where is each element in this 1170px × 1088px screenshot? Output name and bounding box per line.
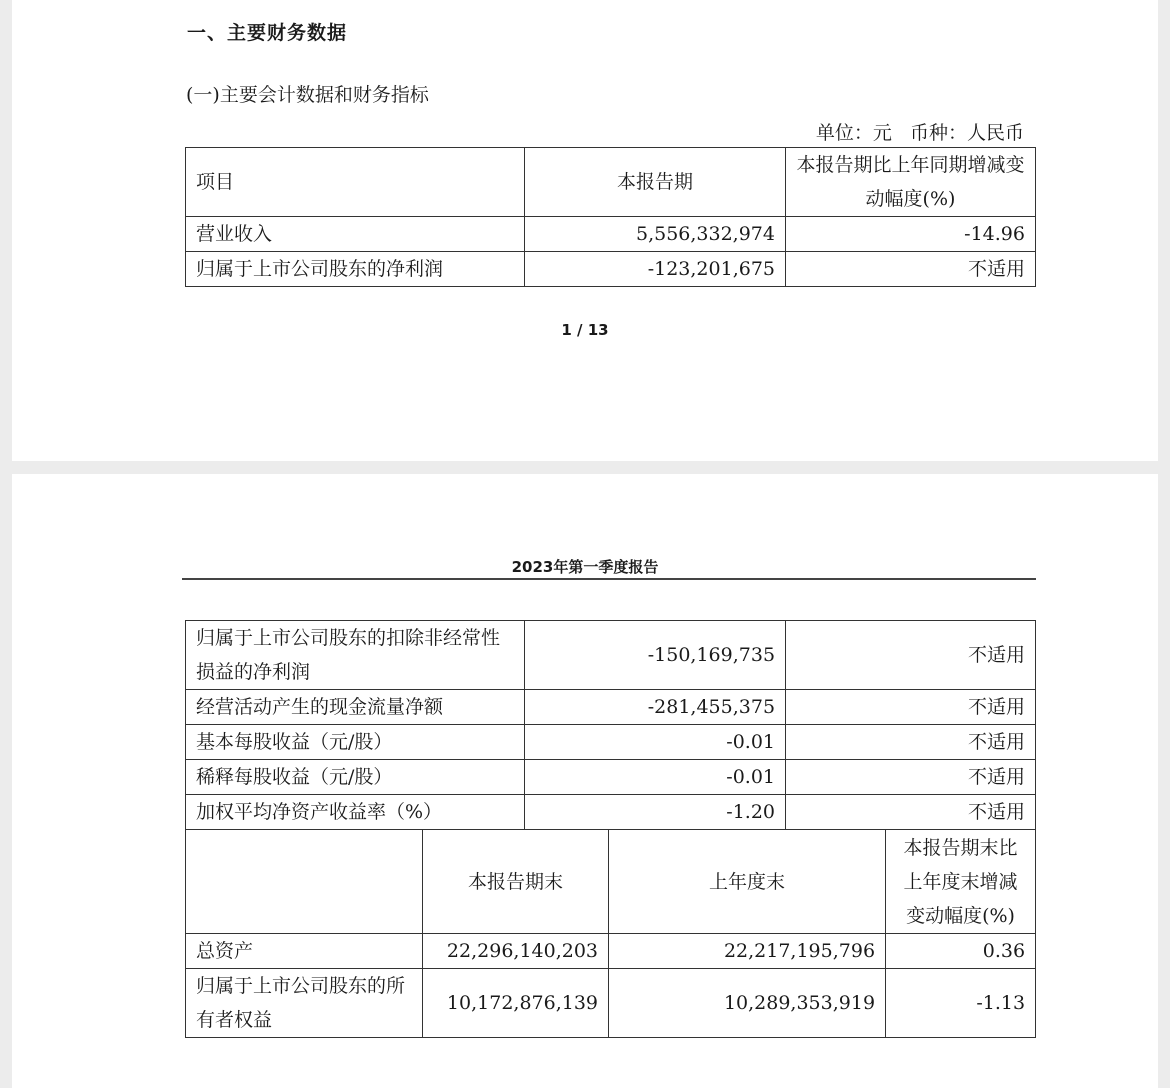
- row-change: -14.96: [786, 217, 1036, 252]
- table-header-row: [186, 830, 1036, 934]
- row-value: 5,556,332,974: [525, 217, 786, 252]
- row-value: -281,455,375: [525, 690, 786, 725]
- table-row: [186, 969, 1036, 1038]
- row-value: -1.20: [525, 795, 786, 830]
- header-item: 项目: [186, 148, 525, 217]
- row-value-prior-year-end: 22,217,195,796: [609, 934, 886, 969]
- header-item-empty: [186, 830, 423, 934]
- row-value-period-end: 22,296,140,203: [423, 934, 609, 969]
- row-label: 总资产: [186, 934, 423, 969]
- table-row: [186, 217, 1036, 252]
- row-label: 营业收入: [186, 217, 525, 252]
- table-row: [186, 760, 1036, 795]
- row-value: -0.01: [525, 760, 786, 795]
- page-number: 1 / 13: [561, 321, 609, 339]
- document-page-2: [12, 474, 1158, 1088]
- row-change: 0.36: [886, 934, 1036, 969]
- table-row: [186, 934, 1036, 969]
- section-title: 一、主要财务数据: [187, 22, 348, 44]
- header-change-pct: 本报告期比上年同期增减变动幅度(%): [786, 148, 1036, 217]
- subsection-title: (一)主要会计数据和财务指标: [186, 84, 429, 106]
- row-change: 不适用: [786, 795, 1036, 830]
- row-value-prior-year-end: 10,289,353,919: [609, 969, 886, 1038]
- header-rule: [182, 578, 1036, 580]
- row-value: -123,201,675: [525, 252, 786, 287]
- row-value: -150,169,735: [525, 621, 786, 690]
- row-change: 不适用: [786, 725, 1036, 760]
- unit-currency-note: 单位：元 币种：人民币: [815, 122, 1024, 144]
- table-row: [186, 795, 1036, 830]
- row-label: 归属于上市公司股东的所有者权益: [186, 969, 423, 1038]
- header-change-pct: 本报告期末比上年度末增减变动幅度(%): [886, 830, 1036, 934]
- row-change: 不适用: [786, 760, 1036, 795]
- row-value: -0.01: [525, 725, 786, 760]
- table-row: [186, 252, 1036, 287]
- header-period-end: 本报告期末: [423, 830, 609, 934]
- table-header-row: [186, 148, 1036, 217]
- row-value-period-end: 10,172,876,139: [423, 969, 609, 1038]
- row-change: 不适用: [786, 690, 1036, 725]
- document-page-1: [12, 0, 1158, 461]
- row-change: 不适用: [786, 252, 1036, 287]
- row-label: 基本每股收益（元/股）: [186, 725, 525, 760]
- header-current-period: 本报告期: [525, 148, 786, 217]
- row-label: 归属于上市公司股东的净利润: [186, 252, 525, 287]
- row-change: 不适用: [786, 621, 1036, 690]
- table-row: [186, 690, 1036, 725]
- header-prior-year-end: 上年度末: [609, 830, 886, 934]
- table-row: [186, 725, 1036, 760]
- row-label: 归属于上市公司股东的扣除非经常性损益的净利润: [186, 621, 525, 690]
- financial-data-table: [185, 147, 1036, 287]
- table-row: [186, 621, 1036, 690]
- row-change: -1.13: [886, 969, 1036, 1038]
- running-header: 2023年第一季度报告: [511, 558, 659, 576]
- row-label: 稀释每股收益（元/股）: [186, 760, 525, 795]
- row-label: 加权平均净资产收益率（%）: [186, 795, 525, 830]
- financial-data-table-continued: [185, 620, 1036, 1038]
- row-label: 经营活动产生的现金流量净额: [186, 690, 525, 725]
